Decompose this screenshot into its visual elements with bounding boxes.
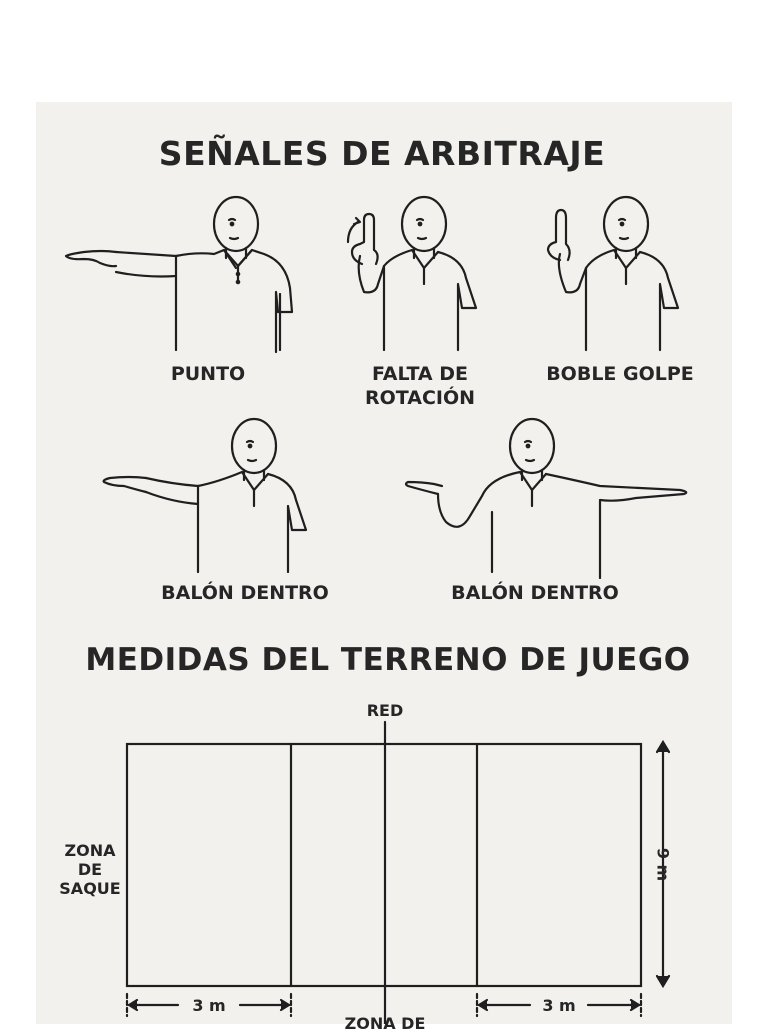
service-zone-label: ZONA DE SAQUE	[59, 841, 121, 898]
signal-label-punto: PUNTO	[170, 363, 246, 385]
right-zone-width-label: 3 m	[542, 996, 576, 1015]
bottom-zone-label: ZONA DE	[344, 1014, 426, 1033]
left-zone-width-label: 3 m	[192, 996, 226, 1015]
court-height-label: 9 m	[653, 847, 673, 882]
signal-label-falta-de-rotacion: FALTA DE ROTACIÓN	[364, 363, 476, 409]
signal-label-balon-dentro-1: BALÓN DENTRO	[161, 582, 329, 604]
signals-title: SEÑALES DE ARBITRAJE	[158, 134, 606, 173]
signal-label-balon-dentro-2: BALÓN DENTRO	[451, 582, 619, 604]
net-label: RED	[366, 701, 404, 720]
court-title: MEDIDAS DEL TERRENO DE JUEGO	[85, 642, 691, 678]
signal-label-boble-golpe: BOBLE GOLPE	[546, 363, 694, 385]
